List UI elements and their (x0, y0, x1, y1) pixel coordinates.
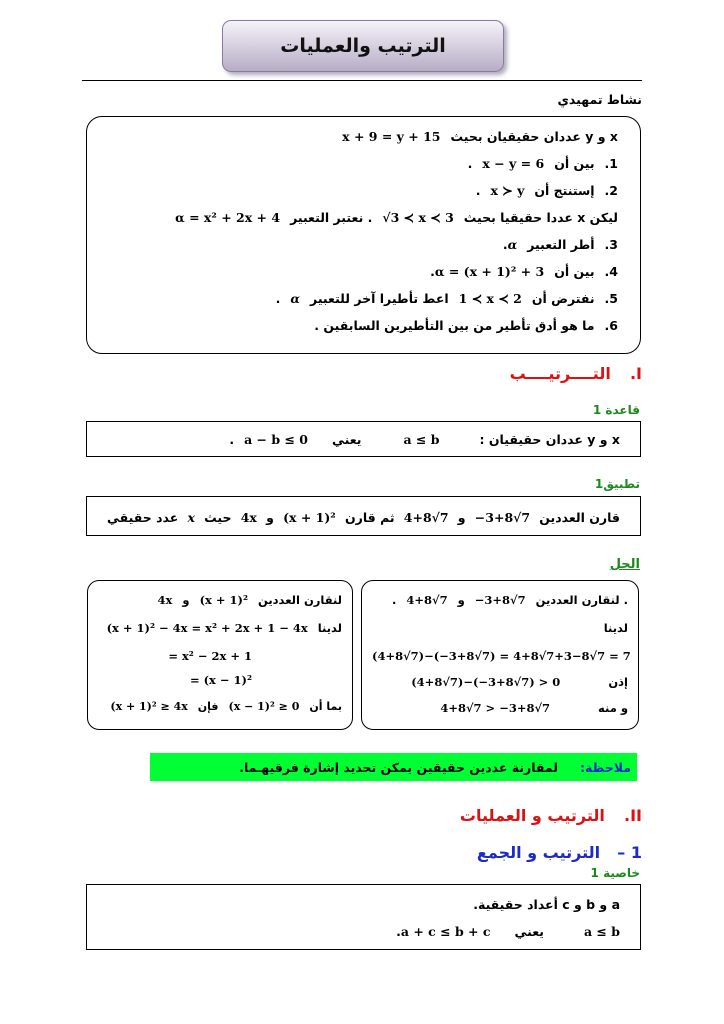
subsection-1-number: 1 – (617, 843, 642, 862)
section-2-heading (460, 806, 642, 825)
page-title: الترتيب والعمليات (280, 35, 446, 57)
app-1-heading: تطبيق1 (594, 477, 640, 491)
rule-1-heading: قاعدة 1 (592, 403, 640, 417)
app-1-line: قارن العددين −3+8√7 و 4+8√7 ثم قارن (x + 1)² و 4x حيث x عدد حقيقي (107, 509, 620, 525)
section-2-title: الترتيب و العمليات (459, 806, 605, 825)
solution-left-line-3: = x² − 2x + 1 (168, 649, 252, 663)
solution-heading: الحل (609, 557, 640, 572)
rule-1-box (86, 421, 641, 457)
intro-line-1: 1. بين أن x − y = 6 . (467, 155, 618, 171)
intro-line-2: 2. إستنتج أن x ≻ y . (475, 182, 618, 198)
solution-right-line-2: لدينا (603, 621, 628, 635)
solution-left-line-5: بما أن (x − 1)² ≥ 0 فإن (x + 1)² ≥ 4x (110, 699, 342, 713)
property-1-box (86, 884, 641, 950)
rule-1-line: x و y عددان حقيقيان : a ≤ b يعني a − b ≤ 0 . (229, 431, 620, 447)
note-label: ملاحظة: (580, 759, 631, 775)
solution-right-line-5: و منه 4+8√7 > −3+8√7 (440, 701, 628, 715)
intro-line-0: x و y عددان حقيقيان بحيث x + 9 = y + 15 (342, 128, 618, 144)
solution-left-line-4: = (x − 1)² (189, 673, 252, 687)
intro-line-7: 6. ما هو أدق تأطير من بين التأطيرين السابقين . (314, 317, 618, 333)
title-banner (222, 20, 504, 72)
property-1-line-2: a ≤ b يعني a + c ≤ b + c . (396, 923, 620, 939)
solution-right-line-3: (4+8√7)−(−3+8√7) = 4+8√7+3−8√7 = 7 (372, 649, 631, 663)
solution-right-line-4: إذن (4+8√7)−(−3+8√7) > 0 (411, 675, 628, 689)
solution-left-line-2: لدينا (x + 1)² − 4x = x² + 2x + 1 − 4x (106, 621, 342, 635)
intro-box (86, 116, 641, 354)
app-1-box (86, 496, 641, 536)
solution-left-line-1: لنقارن العددين (x + 1)² و 4x (157, 593, 342, 607)
section-2-roman: II. (624, 806, 642, 825)
section-1-heading (510, 364, 642, 383)
section-1-title: التــــرتيــــب (509, 364, 611, 383)
title-rule (82, 80, 642, 81)
intro-line-5: 4. بين أن α = (x + 1)² + 3 . (430, 263, 618, 279)
subsection-1-title: الترتيب و الجمع (476, 843, 601, 862)
solution-right-box (361, 580, 639, 730)
intro-line-4: 3. أطر التعبير α . (502, 236, 618, 252)
section-1-roman: I. (629, 364, 642, 383)
note-box (150, 753, 637, 781)
subsection-1-heading (477, 843, 642, 862)
intro-heading: نشاط تمهيدي (557, 92, 642, 107)
note-text: لمقارنة عددين حقيقين يمكن تحديد إشارة فرقيهـما. (239, 759, 558, 775)
solution-right-line-1: . لنقارن العددين −3+8√7 و 4+8√7 . (392, 593, 628, 607)
property-1-line-1: a و b و c أعداد حقيقية. (473, 896, 620, 912)
solution-left-box (87, 580, 353, 730)
property-1-heading: خاصية 1 (590, 866, 640, 880)
intro-line-3: ليكن x عددا حقيقيا بحيث √3 ≺ x ≺ 3 . نعتبر التعبير α = x² + 2x + 4 (175, 209, 618, 225)
intro-line-6: 5. نفترض أن 1 ≺ x ≺ 2 اعط تأطيرا آخر للتعبير α . (275, 290, 618, 306)
